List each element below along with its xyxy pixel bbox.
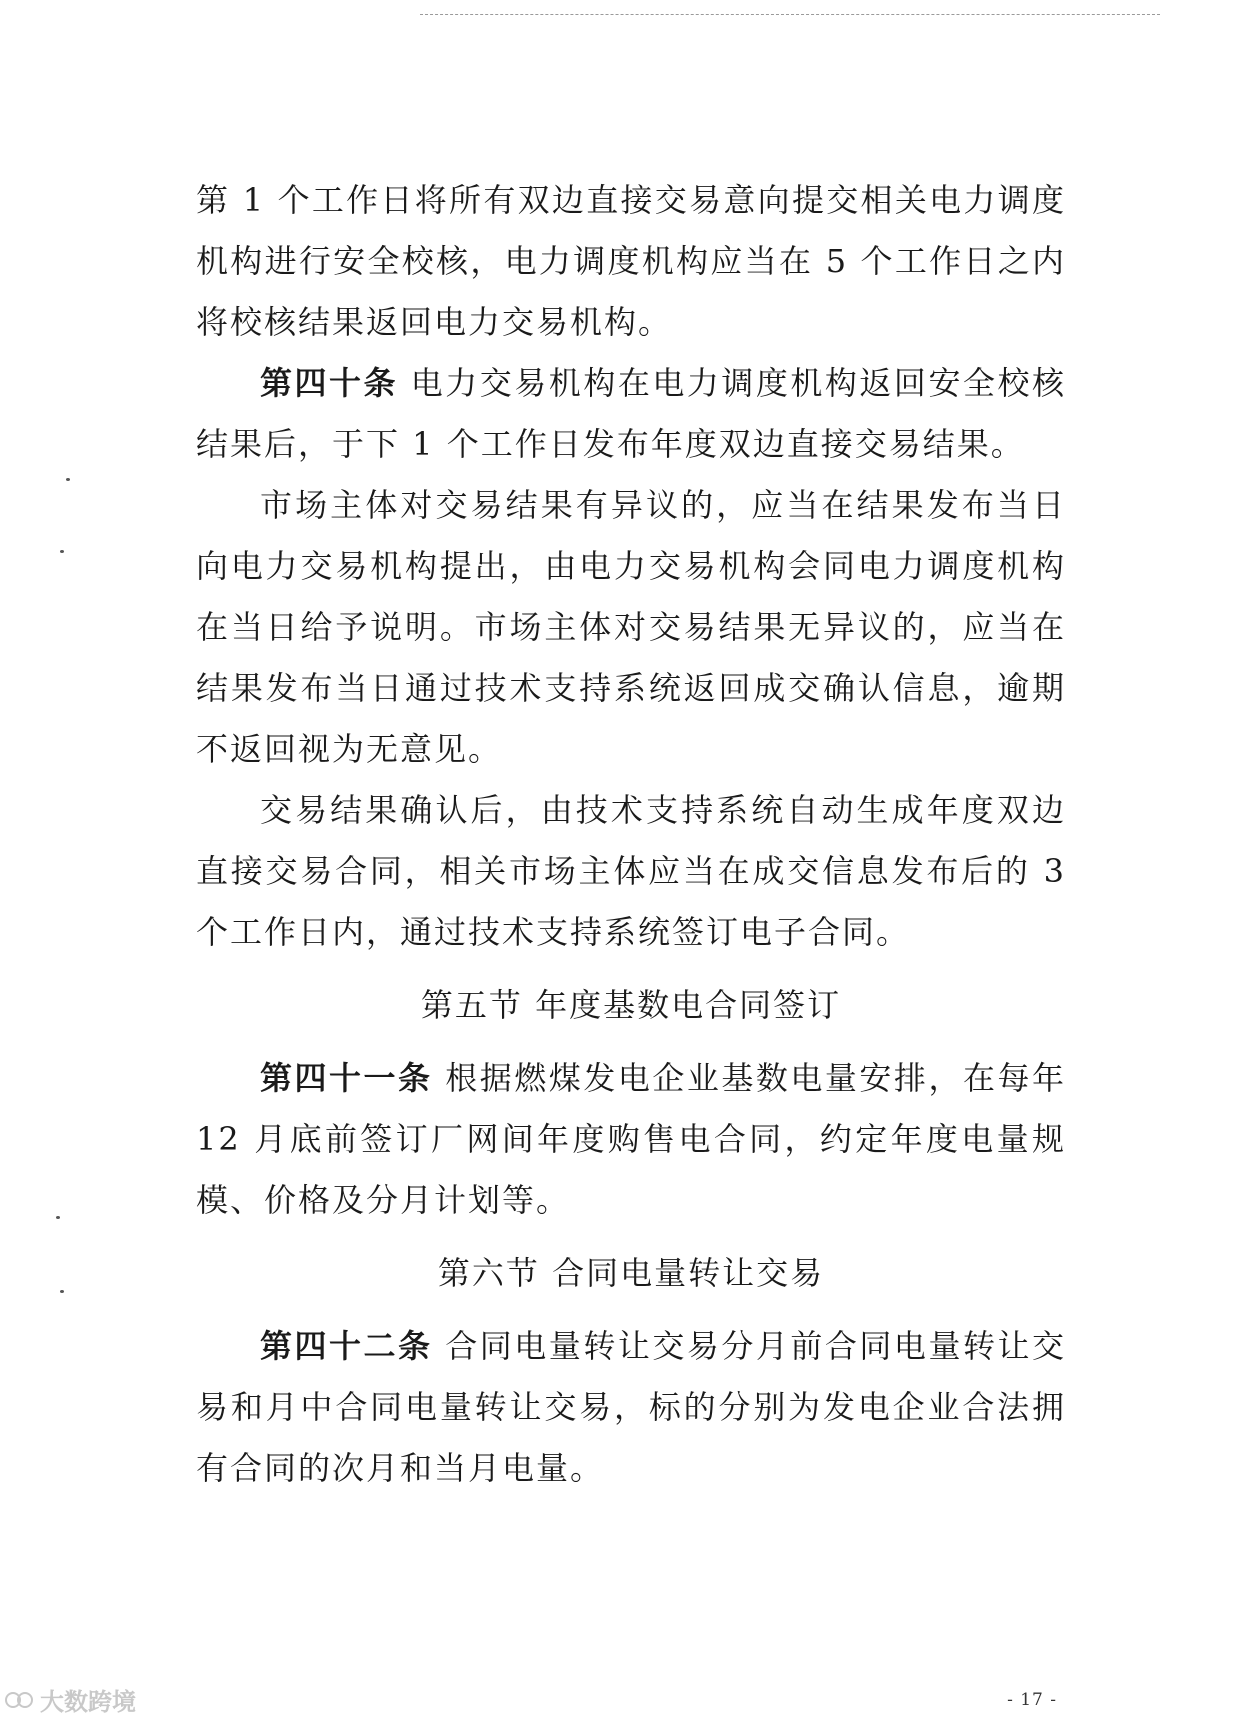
paragraph-article-41 xyxy=(196,1048,1066,1231)
paragraph-objection xyxy=(196,475,1066,780)
article-number: 第四十一条 xyxy=(260,1059,433,1097)
paragraph-text: 合同电量转让交易分月前合同电量转让交易和月中合同电量转让交易，标的分别为发电企业合法拥有合同的次月和当月电量。 xyxy=(196,1327,1066,1487)
paragraph-continuation xyxy=(196,170,1066,353)
article-number: 第四十条 xyxy=(260,364,399,402)
watermark-text: 大数跨境 xyxy=(40,1688,136,1716)
watermark-logo-icon xyxy=(4,1690,34,1710)
paragraph-text: 交易结果确认后，由技术支持系统自动生成年度双边直接交易合同，相关市场主体应当在成交信息发布后的 3 个工作日内，通过技术支持系统签订电子合同。 xyxy=(196,791,1066,951)
watermark xyxy=(4,1682,136,1717)
paragraph-text: 根据燃煤发电企业基数电量安排，在每年 12 月底前签订厂网间年度购售电合同，约定年度电量规模、价格及分月计划等。 xyxy=(196,1059,1066,1219)
document-body xyxy=(196,170,1066,1499)
section-heading-5: 第五节 年度基数电合同签订 xyxy=(420,986,842,1024)
article-number: 第四十二条 xyxy=(260,1327,433,1365)
page-number: - 17 - xyxy=(1007,1690,1057,1710)
paragraph-article-42 xyxy=(196,1316,1066,1499)
paragraph-text: 电力交易机构在电力调度机构返回安全校核结果后，于下 1 个工作日发布年度双边直接交易结果。 xyxy=(196,364,1066,463)
scan-speck xyxy=(56,1216,60,1219)
scan-speck xyxy=(60,550,64,553)
section-heading-6: 第六节 合同电量转让交易 xyxy=(437,1254,825,1292)
paragraph-contract-generation xyxy=(196,780,1066,963)
paragraph-text: 第 1 个工作日将所有双边直接交易意向提交相关电力调度机构进行安全校核，电力调度机构应当在 5 个工作日之内将校核结果返回电力交易机构。 xyxy=(196,181,1066,341)
scan-edge-line xyxy=(420,14,1160,15)
scan-speck xyxy=(60,1290,64,1293)
paragraph-article-40 xyxy=(196,353,1066,475)
scan-speck xyxy=(66,478,70,481)
paragraph-text: 市场主体对交易结果有异议的，应当在结果发布当日向电力交易机构提出，由电力交易机构会同电力调度机构在当日给予说明。市场主体对交易结果无异议的，应当在结果发布当日通过技术支持系统返回成交确认信息，逾期不返回视为无意见。 xyxy=(196,486,1066,768)
